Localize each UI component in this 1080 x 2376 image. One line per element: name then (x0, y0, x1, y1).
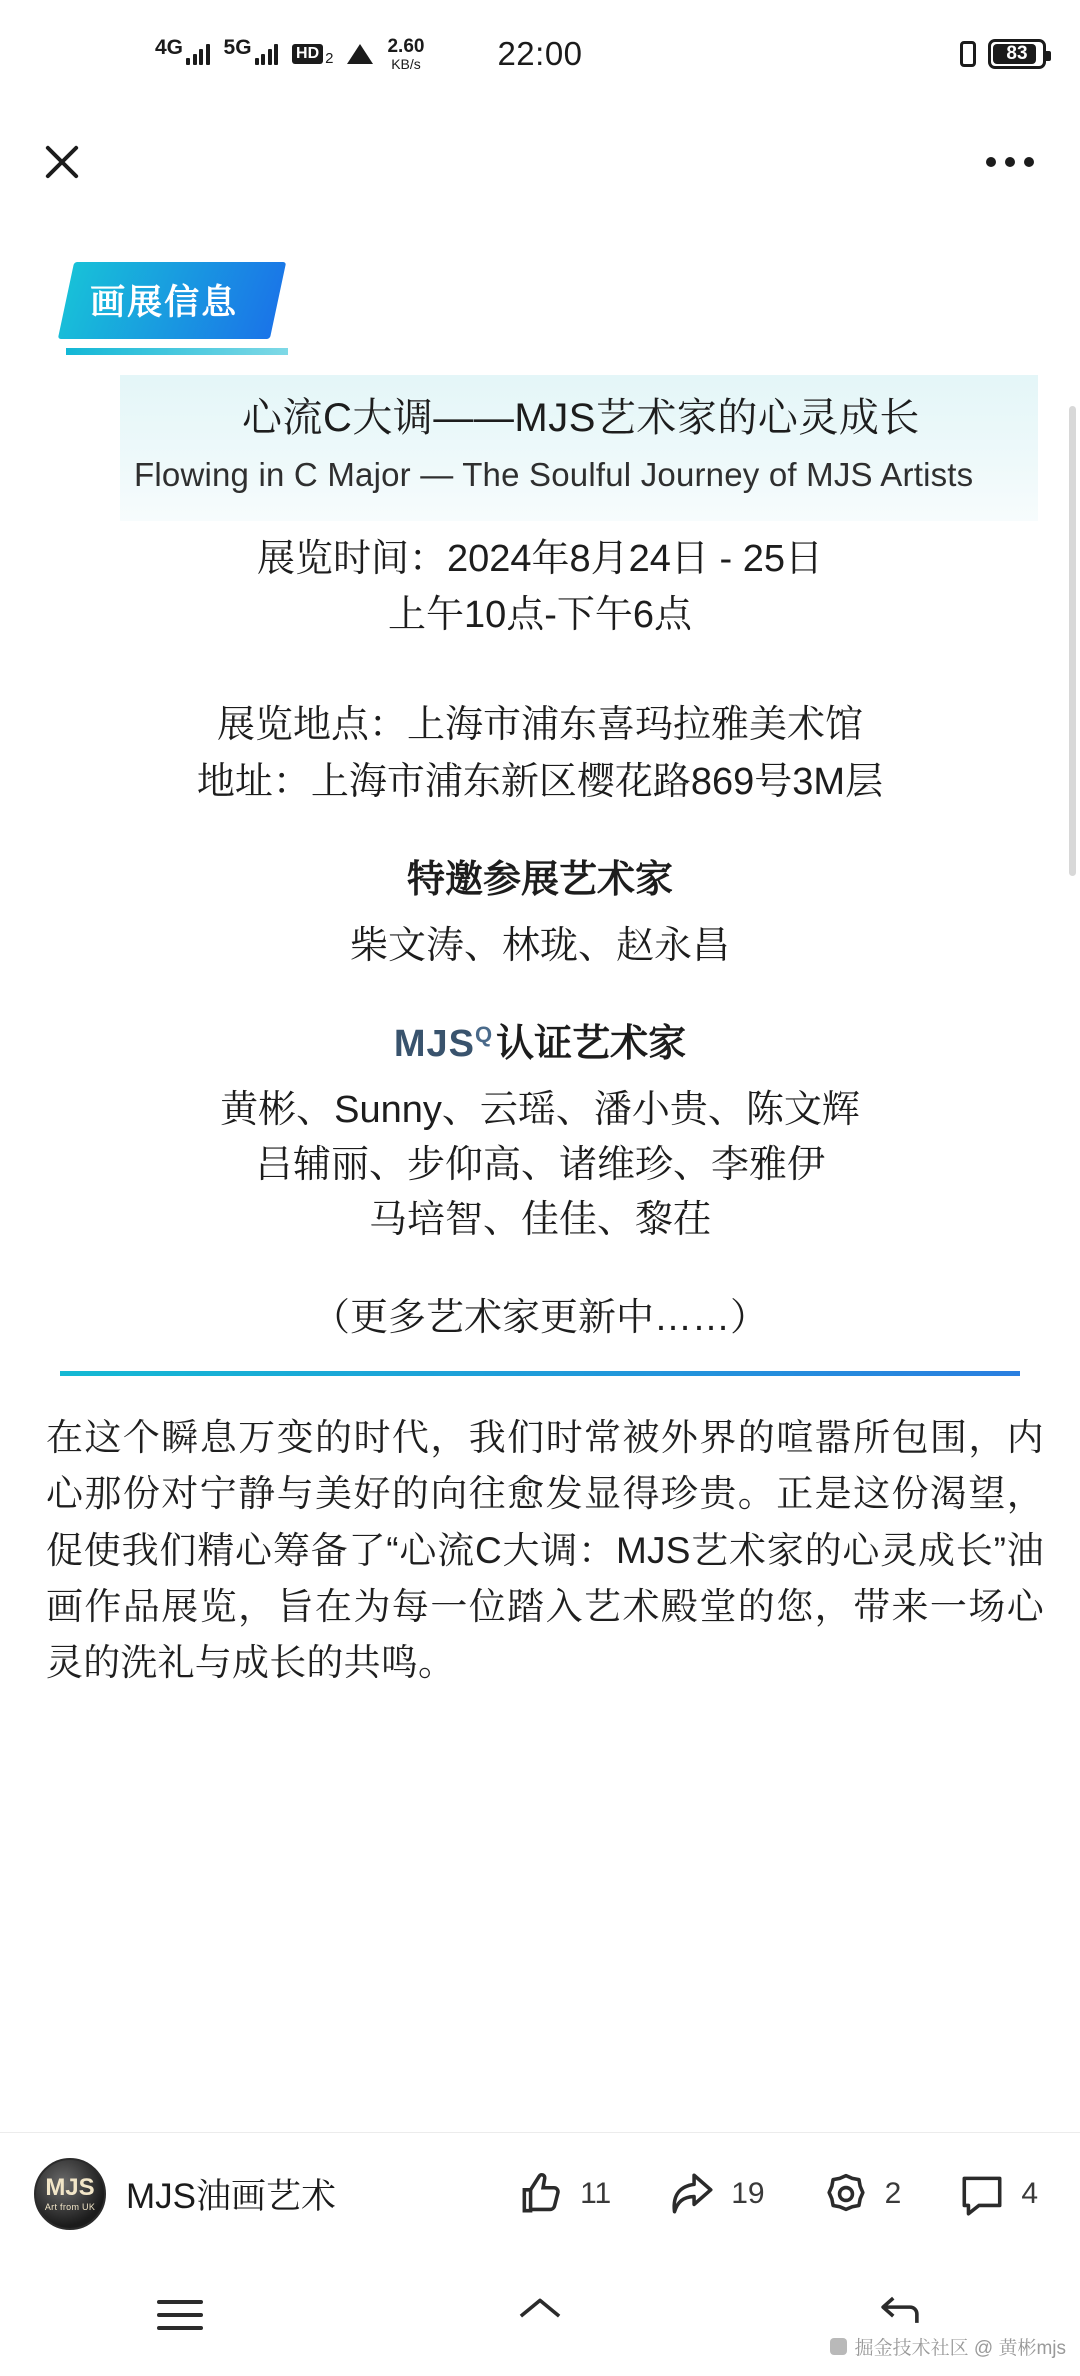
battery-icon (988, 39, 1046, 69)
article-content (0, 216, 1080, 2376)
signal-4g (155, 36, 210, 65)
exhibition-title-cn: 心流C大调——MJS艺术家的心灵成长 (242, 396, 920, 440)
signal-5g (223, 36, 279, 65)
share-arrow-icon (667, 2169, 717, 2219)
favorite-count: 2 (884, 2176, 902, 2210)
mjs-wordmark: MJS (393, 1022, 475, 1065)
avatar[interactable] (34, 2158, 106, 2230)
status-bar-clock: 22:00 (497, 35, 583, 72)
action-buttons (516, 2169, 1044, 2219)
status-bar-left (155, 0, 424, 108)
hd-badge-sub: 2 (325, 50, 334, 68)
menu-icon (157, 2300, 203, 2330)
wifi-icon (347, 44, 373, 64)
network-speed (387, 37, 424, 72)
guest-artists-list: 柴文涛、林珑、赵永昌 (349, 924, 730, 967)
flower-favorite-icon (821, 2169, 871, 2219)
scrollbar[interactable] (1069, 406, 1076, 876)
nav-menu-button[interactable] (120, 2280, 240, 2350)
mjs-superscript-icon: Q (475, 1021, 493, 1047)
nav-home-button[interactable] (480, 2280, 600, 2350)
banner-chip (58, 262, 286, 339)
article-paragraph: 在这个瞬息万变的时代，我们时常被外界的喧嚣所包围，内心那份对宁静与美好的向往愈发显得珍贵。正是这份渴望，促使我们精心筹备了“心流C大调：MJS艺术家的心灵成长”油画作品展览，旨在为每一位踏入艺术殿堂的您，带来一场心灵的洗礼与成长的共鸣。 (46, 1417, 1044, 1684)
close-icon[interactable] (36, 136, 88, 188)
section-banner (66, 262, 328, 355)
signal-5g-bars (255, 43, 279, 65)
certified-artists-line-3: 马培智、佳佳、黎茌 (368, 1199, 711, 1242)
vibrate-icon (960, 41, 976, 67)
more-options-icon[interactable] (984, 147, 1036, 177)
exhibition-hours: 上午10点-下午6点 (387, 594, 693, 637)
exhibition-title-en: Flowing in C Major — The Soulful Journey of MJS Artists (134, 456, 974, 493)
guest-artists-heading: 特邀参展艺术家 (406, 858, 673, 901)
share-count: 19 (731, 2176, 765, 2210)
hd-badge-label: HD (292, 44, 323, 64)
watermark-text: 掘金技术社区 @ 黄彬mjs (854, 2338, 1066, 2359)
more-artists-note: （更多艺术家更新中……） (311, 1297, 768, 1340)
favorite-button[interactable] (821, 2169, 902, 2219)
exhibition-venue: 展览地点：上海市浦东喜玛拉雅美术馆 (216, 704, 863, 747)
watermark (830, 2333, 1066, 2360)
network-speed-unit: KB/s (391, 55, 421, 72)
signal-5g-label: 5G (223, 36, 252, 59)
status-bar-right (960, 0, 1046, 108)
exhibition-address: 地址：上海市浦东新区樱花路869号3M层 (196, 760, 884, 803)
status-bar (0, 0, 1080, 108)
battery-level-label: 83 (1006, 43, 1028, 64)
hd-voice-icon (292, 44, 334, 68)
exhibition-time: 展览时间：2024年8月24日 - 25日 (257, 537, 823, 580)
home-icon (513, 2288, 567, 2342)
watermark-logo-icon (830, 2338, 847, 2355)
thumbs-up-icon (516, 2169, 566, 2219)
section-divider (60, 1371, 1020, 1376)
certified-artists-heading (0, 1012, 1080, 1067)
signal-4g-label: 4G (155, 36, 184, 59)
exhibition-title-block (120, 375, 1038, 521)
certified-artists-line-2: 吕辅丽、步仰高、诸维珍、李雅伊 (254, 1143, 825, 1186)
network-speed-value: 2.60 (387, 35, 425, 57)
like-button[interactable] (516, 2169, 611, 2219)
comment-count: 4 (1021, 2176, 1038, 2210)
banner-label: 画展信息 (90, 283, 239, 322)
article-action-bar (0, 2132, 1080, 2254)
account-info[interactable] (34, 2158, 516, 2230)
comment-bubble-icon (957, 2169, 1007, 2219)
like-count: 11 (580, 2176, 612, 2210)
share-button[interactable] (667, 2169, 764, 2219)
comment-button[interactable] (957, 2169, 1038, 2219)
certified-artists-heading-text: 认证艺术家 (496, 1022, 687, 1065)
signal-4g-bars (186, 43, 210, 65)
account-name: MJS油画艺术 (126, 2176, 337, 2216)
avatar-initials: MJS (45, 2173, 95, 2201)
app-top-bar (0, 108, 1080, 216)
banner-underline (66, 348, 288, 355)
certified-artists-line-1: 黄彬、Sunny、云瑶、潘小贵、陈文辉 (220, 1088, 860, 1131)
avatar-subtitle: Art from UK (44, 2201, 96, 2212)
